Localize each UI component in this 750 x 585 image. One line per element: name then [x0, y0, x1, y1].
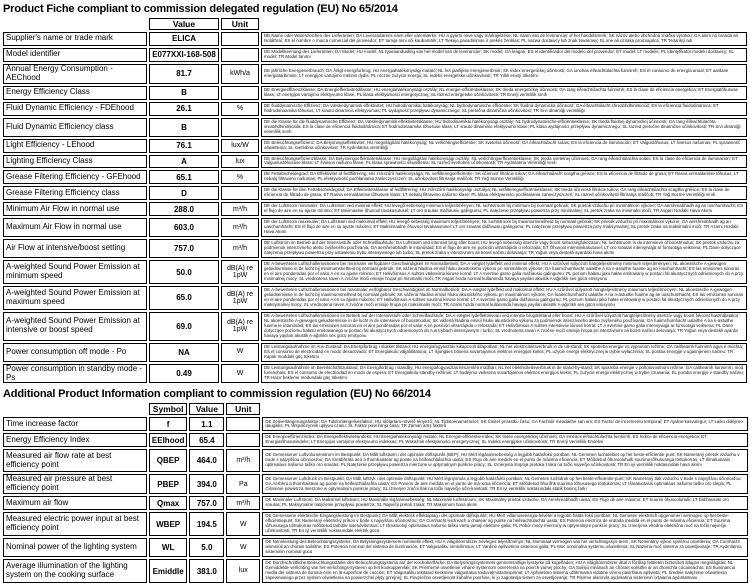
- table-row: [3, 343, 747, 362]
- multilingual-description: DE Leistungsaufnahme im Aus-Zustand; DA Energiforbrug i slukket tilstand; HU energiafogyasztás kikapcsolt állapotban; NL het elektriciteitsverbruik in de uit-stand; SK spotreba energie vo vypnutom režime; GA caitheamh fuinnimh agus é múchta; ES el consumo de electricidad en modo desactivado; ET Energiakulu väljalülitatuna; LT išjungties būsena suvartojamos elektros energijos kiekis; PL użycie energii elektrycznej w trybie wyłączenia; SL poraba energije v ugasnjenem načinu; TR Kapalı moddaki güç tüketimi: [261, 343, 747, 362]
- multilingual-description: DE Name oder Warenzeichen des Lieferanten; DA Leverandørens navn eller varemærke; HU a gyártó neve vagy márkajelzése; NL naam van de leverancier of het handelsmerk; SK názov alebo obchodná značka výrobcu; GA ainm nó branda an tsoláthraí; ES el nombre o marca comercial del proveedor; ET tarnija nimi või kaubamärk; LT Tiekėjo pavadinimas ir prekės ženklas; PL nazwa dostawcy lub znak towarowy; SL ime ali oznaka proizvajalca; TR Tedarikçi adı: [261, 32, 747, 46]
- parameter-unit: lux/W: [221, 139, 259, 153]
- parameter-unit: %: [221, 170, 259, 184]
- parameter-unit: [221, 86, 259, 100]
- column-header-unit: Unit: [221, 18, 259, 30]
- parameter-symbol: WBEP: [149, 512, 187, 536]
- table-row: [3, 139, 747, 153]
- parameter-symbol: PBEP: [149, 474, 187, 494]
- fiche-title: Product Fiche compliant to commission delegated regulation (EU) No 65/2014: [3, 3, 398, 15]
- parameter-label: Measured air flow rate at best efficiency point: [3, 449, 147, 472]
- parameter-label: A-weighted Sound Power Emission at maximum speed: [3, 286, 147, 310]
- parameter-value: D: [149, 186, 219, 200]
- product-fiche-table: [1, 16, 749, 385]
- multilingual-description: DE Maximaler Luftstrom; DA Maksimal luftstrøm; HU Maximális légáramsebesség; NL Maximale luchtstroom; SK Maximálny prietok vzduchu; GA Aershreabhadh uasta; ES Flujo de aire máximo; ET Suurim õhuvooluhulk; LT Didžiausias oro srautas; PL Maksymalne natężenie przepływu powietrza; SL Največji pretok zraka; TR Maksimum hava akımı: [262, 496, 748, 510]
- parameter-unit: Pa: [226, 474, 260, 494]
- header-spacer: [262, 403, 748, 415]
- header-spacer: [3, 18, 147, 30]
- table-row: [3, 364, 747, 384]
- parameter-label: Nominal power of the lighting system: [3, 538, 147, 557]
- parameter-value: B: [149, 118, 219, 137]
- parameter-label: Measured air pressure at best efficiency point: [3, 474, 147, 494]
- parameter-value: ELICA: [149, 32, 219, 46]
- header-spacer: [261, 18, 747, 30]
- parameter-unit: [221, 32, 259, 46]
- table-row: [3, 64, 747, 84]
- multilingual-description: DE fluiddynamische Effizienz; DA Væskedynamisk effektivitet; HU hidrodinamikai hatékonyság; NL hydrodynamische efficiëntie; SK fluidná dynamická účinnosť; GA éifeachtúlacht shreabhdhinimiciúil; ES la eficiencia fluidodinámica; ET hüdrodünaamika tõhusus; LT srauto dinaminis efektyvumas; PL wydajność przepływu dynamicznego; SL pretočna dinamična učinkovitost; TR Sıvı dinamiği verimliliği: [261, 102, 747, 116]
- parameter-label: Power consumption off mode - Po: [3, 343, 147, 362]
- parameter-label: Maximum Air Flow in normal use: [3, 218, 147, 237]
- table-row: [3, 118, 747, 137]
- parameter-value: 394.0: [189, 474, 224, 494]
- parameter-label: Time increase factor: [3, 417, 147, 431]
- parameter-unit: m³/h: [221, 218, 259, 237]
- parameter-label: Supplier's name or trade mark: [3, 32, 147, 46]
- multilingual-description: DE Modellkennung des Lieferanten; DA Model; HU model; NL typeaanduiding van het model van de leverancier; SK model; GA leagan; ES el identificador del modelo del proveedor; ET mudel; LT modelis; PL identyfikator modelu dostawcy; SL model; TR Model tanımı: [261, 48, 747, 62]
- parameter-value: 5.0: [189, 538, 224, 557]
- parameter-unit: W: [221, 343, 259, 362]
- multilingual-description: DE Fettabscheidegrad; DA Effektivitet af fedtfiltrering; HU zsírszűrő hatékonysága; NL vetfilteringsefficiëntie; SK účinnosť filtrácie tukov; GA éifeachtúlacht scagtha gréisce; ES la eficiencia de filtrado de grasa; ET Rasva eemaldamise tõhusus; LT riebalų filtravimo našumas; PL efektywność pochłaniania zanieczyszczeń; SL učinkovitost filtriranja maščob; TR Yağ Süzme Verimliliği: [261, 170, 747, 184]
- parameter-label: A-weighted Sound Power Emission at intensive or boost speed: [3, 312, 147, 341]
- parameter-value: E077XXI-168-508: [149, 48, 219, 62]
- additional-info-title: Additional Product Information compliant to commission regulation (EU) No 66/2014: [3, 388, 431, 401]
- parameter-unit: dB(A) re 1pW: [221, 312, 259, 341]
- parameter-label: Energy Efficiency Class: [3, 86, 147, 100]
- parameter-unit: [221, 48, 259, 62]
- additional-info-table: [1, 401, 750, 585]
- multilingual-description: DE Gemessene elektrische Eingangsleistung im Bestpunkt; DA Målt elektrisk effektoptag i det optimale driftspunkt; HU Mért villamosenergia-felvétel a legjobb hatás-fokú pontban; NL Gemeten elektrisch opgenomen vermogen op het beste-efficiëntiepunt; SK Nameraný elektrický príkon v bode s najvyššou účinnosťou; GA Cumhacht leictreach a chaitear ag pointe na héifeachtúlachta uasta; ES Potencia eléctrica de entrada medida en el punto de máxima eficiencia; ET Suurima tõhususega töötukorras mõõdetud tarbitav sisendvõimsus; LT Išmatuotoji optimalaus našumo taško varto-jamoji elektrinė galia; PL Pobór mocy mierzony w optymalnym punkcie pracy; SL Izmerjena vhodna električna moč na točki največje učinkovitosti; TR En iyi verimlilik noktasındaki elektrik gücü: [262, 512, 748, 536]
- multilingual-description: DE der Luftstrom minimaler; DA Luftstrøm ved minimal effekt; HU levegő sebesség minimum teljesítményen; NL luchtstroom bij minimum bij normaal gebruik; SK prietok vzduchu pri minimálnom výkone; GA aershreabhadh ag an íoschumhacht; ES el flujo de aire en su ajuste mínimo; ET Minimaalne õhuvool tavakasutusel; LT oro srautas mažiausiu galingumu; PL natężenie przepływu powietrza przy minimalnej; SL pretok zraka na minimalni moči; TR Asgari Hızdaki Hava Akımı: [261, 202, 747, 216]
- column-header-symbol: Symbol: [149, 403, 187, 415]
- table-row: [3, 496, 748, 510]
- parameter-label: Grease Filtering Efficiency - GFEhood: [3, 170, 147, 184]
- parameter-value: 0.49: [149, 364, 219, 384]
- table-row: [3, 239, 747, 258]
- parameter-unit: [226, 433, 260, 447]
- multilingual-description: DE die Klasse für die fluiddynamische Effizienz; DA Væskedynamisk effektivitetsklasse; HU hidrodinamikai hatékonysági osztály; NL hydrodynamische-efficiëntieklasse; SK trieda fluidnej dynamickej účinnosti; GA rang éifeachtúlachta sreabhdhinimiciúla; ES la clase de eficiencia fluidodinámica; ET hüdrodünaamika tõhususe klass; LT srauto dinaminio efektyvumo klasė; PL klasa wydajności przepływu dynamicznego; SL razred pretočne dinamične učinkovitosti; TR Sıvı dinamiği verimlilik sınıfı: [261, 118, 747, 137]
- parameter-value: 76.1: [149, 139, 219, 153]
- parameter-unit: dB(A) re 1pW: [221, 286, 259, 310]
- parameter-value: 65.1: [149, 170, 219, 184]
- parameter-unit: [226, 417, 260, 431]
- parameter-label: Model identifier: [3, 48, 147, 62]
- table-row: [3, 260, 747, 284]
- parameter-symbol: WL: [149, 538, 187, 557]
- table-row: [3, 417, 748, 431]
- table-row: [3, 86, 747, 100]
- parameter-value: 757.0: [189, 496, 224, 510]
- multilingual-description: DE Nennleistung des Beleuchtungssystems; DA Belysningssystemets nominelle effekt; HU A világítórendszer névleges teljesítménye; NL Nominaal vermogen van het verlichtingssys-teem; SK Nominálny výkon systému osvetlenia; GA Cumhacht ainmniúil an chórais soilsithe; ES Potencia nominal del sistema de iluminación; ET Valgusaliku nimivõimsus; LT Vardinė apšvietimo sistemos galia; PL Moc nominalna systemu oświetlenia; SL Nazivna moč sistema za osvetljevanje; TR Aydınlatma sisteminin nominal gücü: [262, 538, 748, 557]
- parameter-unit: W: [221, 364, 259, 384]
- multilingual-description: DE Energieeffizienzindex; DA Energieffektivitetsindeks; HU Energiahatékonysági mutató; NL Energie-efficiëntie-index; SK Index energetickej účinnosti; GA Innéacs éifeachtúlachta fuinnimh; ES Índice de eficiencia energética; ET Energiatõhususindeks; LT Energijos vartojimo efektyvumo indeksas; PL Wskaźnik efektywności energetycznej; SL Indeks energijske učinkovitosti; TR Enerji Verimlilik Endeksi: [262, 433, 748, 447]
- parameter-unit: W: [226, 538, 260, 557]
- column-header-value: Value: [149, 18, 219, 30]
- parameter-symbol: EEIhood: [149, 433, 187, 447]
- parameter-label: Measured electric power input at best efficiency point: [3, 512, 147, 536]
- parameter-symbol: f: [149, 417, 187, 431]
- table-row: [3, 433, 748, 447]
- parameter-unit: m³/h: [226, 496, 260, 510]
- column-header-value: Value: [189, 403, 224, 415]
- table-row: [3, 202, 747, 216]
- parameter-value: B: [149, 86, 219, 100]
- parameter-symbol: QBEP: [149, 449, 187, 472]
- parameter-label: Minimum Air Flow in normal use: [3, 202, 147, 216]
- parameter-label: A-weighted Sound Power Emission at minimum speed: [3, 260, 147, 284]
- table-row: [3, 48, 747, 62]
- parameter-label: Light Efficiency - LEhood: [3, 139, 147, 153]
- multilingual-description: DE Luftstrom im Betrieb auf der Intensivstufe oder Schnelllaufstufe; DA Luftstrøm ved intensivt brug eller boost; HU levegő sebesség intenzív vagy boost sebességfokozaton; NL luchtstroom in de intensieve of boostmodus; SK prietok vzduchu za podmienok intenzívneho alebo zvýšeného používania; GA aershreabhadh le intanúsáid; ES el flujo de aire en posición ultrarrápida o reforzada; ET Õhuvool intensiivkasutusel; LT oro srautas intensyviąja ar forsuotąja veiksena; PL Dane dotyczące natężenia przepływu powietrza przy ustawieniu trybu intensywnego lub turbo; SL pretok zraka v intenzivnem ali boost načinu delovanja; TR Yoğun veya destekli ayardaki hava akımı: [261, 239, 747, 258]
- parameter-label: Fluid Dynamic Efficiency class: [3, 118, 147, 137]
- parameter-label: Fluid Dynamic Efficiency - FDEhood: [3, 102, 147, 116]
- multilingual-description: DE A-bewerteten Luftschallemissionen bei maximaler verfügbarer Geschwindigkeit im Normalbetrieb; DA A-vægtet lydeffekt ved maksimal effekt; HU A szűrővel súlyozott hangteljesítmény maximum teljesítményen; NL akoestische A-gewogen geluidsemissie in de lucht bij maximumsnelheid bij normaal gebruik; SK vážená hladina emisií hluku akustického výkonu pri maximálnom výkone; GA fuaimchumhacht ualaithe A na n-astuithe fuaime ag an uaschumhacht; ES las emisiones sonoras en el aire ponderadas por el valor A en su ajuste máximo; ET Helivõimsus A suhtes suurima kiiruse korral; LT A svertinė garso galia didžiausiu galingumu; PL poziom hałasu jako hałas emitowany w postaci fal akustycznych odniesionych do A przy maksymalnej mocy; SL vrednotena raven A zvočne moči emisije hrupa pri maksimalni moči; TR Azami hızda normal kullanımda havaya yayılan akustik A-ağırlıklı ses gücü emisyonu: [261, 286, 747, 310]
- parameter-label: Maximum air flow: [3, 496, 147, 510]
- table-row: [3, 474, 748, 494]
- parameter-label: Lighting Efficiency Class: [3, 155, 147, 169]
- parameter-label: Power consumption in standby mode - Ps: [3, 364, 147, 384]
- multilingual-description: DE Beleuchtungseffizienzklasse; DA Belysningseffektivitetsklasse; HU megvilágítási hatékonysági osztály; NL verlichtingsefficiëntieklasse; SK trieda svetelnej účinnosti; GA rang éifeachtúlachta solais; ES la clase de eficiencia de iluminación; ET Valgustustõhususe klass; LT šviesos našumo klasė; PL klasa sprawności oświetlenia; SL razred svetlobne učinkovitosti; TR Aydınlatma Verimliliği sınıfı: [261, 155, 747, 169]
- parameter-unit: [221, 186, 259, 200]
- parameter-label: Air Flow at intensive/boost setting: [3, 239, 147, 258]
- parameter-value: 603.0: [149, 218, 219, 237]
- table-row: [3, 32, 747, 46]
- table-row: [3, 218, 747, 237]
- parameter-unit: lux: [226, 559, 260, 583]
- parameter-label: Average illumination of the lighting system on the cooking surface: [3, 559, 147, 583]
- parameter-value: A: [149, 155, 219, 169]
- parameter-unit: kWh/a: [221, 64, 259, 84]
- parameter-value: NA: [149, 343, 219, 362]
- parameter-unit: [221, 118, 259, 137]
- table-row: [3, 286, 747, 310]
- parameter-label: Annual Energy Consumption - AEChood: [3, 64, 147, 84]
- parameter-value: 81.7: [149, 64, 219, 84]
- multilingual-description: DE Leistungsaufnahme im Bereitschaftszustand; DA Energiforbrug i standby; HU energiafogyasztás készenléti módban; NL het elektriciteitsverbruik in de stand-by-stand; SK spotreba energie v pohotovostnom režime; GA caitheamh fuinnimh i mod fuireachais; ES el consumo de electricidad en modo de espera; ET Energiakulu standby-režiimis; LT budėjimo veiksena suvartojamos elektros energijos kiekis; PL zużycie energii elektrycznej w trybie czuwania; SL poraba energije v standby načinu; TR Hazır bekleme modundaki güç tüketimi: [261, 364, 747, 384]
- parameter-value: 65.4: [189, 433, 224, 447]
- parameter-unit: m³/h: [221, 239, 259, 258]
- parameter-label: Grease Filtering Efficiency class: [3, 186, 147, 200]
- parameter-value: 288.0: [149, 202, 219, 216]
- column-header-unit: Unit: [226, 403, 260, 415]
- parameter-label: Energy Efficiency Index: [3, 433, 147, 447]
- multilingual-description: DE A-bewerteten Luftschallemissionen im Betrieb auf der Intensivstufe oder Schnelllaufstufe; DA A-vægtet lydeffektniveau ved intensiv brugstilstand eller boost; HU A szűrővel súlyozott hangteljesítmény intenzív vagy boost fokozat használatakor; NL akoestische A-gewogen geluidsemissie in de lucht in de intensieve of boostmodus; SK vážená hladina emisií hluku akustického výkonu za podmienok intenzívneho alebo zvýšeného používania; GA fuaimchumhacht ualaithe A na n-astuithe fuaime le intanúsáid; ES las emisiones sonoras en el aire ponderadas por el valor A en posición ultrarrápida o reforzada; ET Helivõimsus A suhtes intensiivse kiiruse korral; LT A svertinė garso galia intensyviąja ar forsuotąja veiksena; PL Dane dotyczące poziomu hałasu emitowanego w postaci fal akustycznych odniesionych do A w trybach intensywnym i turbo; SL vrednotena raven A zvočne moči emisije hrupa pri intenzivnem ali boost načinu delovanja; TR Yoğun veya destekli ayarda havaya yayılan akustik A-ağırlıklı ses gücü emisyonu: [261, 312, 747, 341]
- parameter-value: 757.0: [149, 239, 219, 258]
- parameter-value: 50.0: [149, 260, 219, 284]
- table-row: [3, 538, 748, 557]
- parameter-unit: lux: [221, 155, 259, 169]
- parameter-value: 65.0: [149, 286, 219, 310]
- parameter-value: 69.0: [149, 312, 219, 341]
- multilingual-description: DE Durchschnittliche Beleuchtungsstärke des Beleuchtungssystems auf der Kochoberfläche; DA Belysningssystemets gennemsnitlige lysstyrke på kogefladen; HU A világítórendszer által a főzőlap felületén biztosított átlagos megvilágítás; NL Gemiddelde verlichting van het verlichtings-systeem op het kookoppervlak; SK Priemerné osvetlenie vrhané systémom osvet-lenia na povrch varnej plochy; GA Soilsiú meánach an chórais soilsithe ar an dromchla cócaireachta; ES Iluminancia media del sistema de ilumina-ción en la superficie de cocción; ET Valgusaliku tekitatud keskmine valgustatus toiduvalmistamispinnal; LT Apšvietimo sistema užtikrinama vidutinė virimo paviršiaus apšvieta; PL Średnie natężenie oświetlenia zapewnianego przez system oświetlenia na powierzchni płyty grzejnej; SL Povprečna osvetljenost kuhalne površine, ki jo zagotavlja sistem za osvetljevanje; TR Pişirme alanında aydınlatma sisteminin ortalama aydınlatması: [262, 559, 748, 583]
- multilingual-description: DE Zeitverlängerungsfaktor; DA Tidsforlængelsesfaktor; HU Időtartam-növelő tényező; NL Tijdstoenamefactor; SK Činiteľ prírastku času; GA Fachtóir méadaithe san am; ES Factor de incremento temporal; ET Ajaline kasvutegur; LT Laiko didėjimo daugiklis; PL Współczynnik upływu czasu; SL Faktor povečanja časa; TR Zaman artış faktörü: [262, 417, 748, 431]
- table-row: [3, 512, 748, 536]
- parameter-unit: %: [221, 102, 259, 116]
- parameter-value: 26.1: [149, 102, 219, 116]
- parameter-value: 1.1: [189, 417, 224, 431]
- parameter-value: 464.0: [189, 449, 224, 472]
- multilingual-description: DE Energieeffizienzklasse; DA Energieffektivitetsklasse; HU energiahatékonysági osztály; NL energie-efficiëntieklasse; SK trieda energetickej účinnosti; GA rang éifeachtúlachta fuinnimh; ES la clase de eficiencia energética; ET Energiatõhususe klass; LT energijos vartojimo efektyvumo klasė; PL klasa efektywności energetycznej; SL razred energetske učinkovitosti; TR Enerji verimlilik sınıfı: [261, 86, 747, 100]
- table-row: [3, 559, 748, 583]
- multilingual-description: DE die Klasse für den Fettabscheidegrad; DA Effektivitetsklasse af fedtfiltrering; HU zsírszűrő hatékonysági osztálya; NL vetfilteringsefficiëntieklasse; SK trieda účinnosti filtrácie tukov; GA rang éifeachtúlachta scagtha gréisce; ES la clase de eficiencia de filtrado de grasa; ET Rasva eemaldamise tõhususe klass; LT riebalų filtravimo našumo klasė; PL klasa efektywności pochłaniania zanieczyszczeń; SL razred učinkovitosti filtriranja maščob; TR Yağ Süzme Verimliliği sınıfı: [261, 186, 747, 200]
- table-row: [3, 170, 747, 184]
- table-row: [3, 312, 747, 341]
- table-row: [3, 186, 747, 200]
- parameter-value: 381.0: [189, 559, 224, 583]
- table-row: [3, 449, 748, 472]
- parameter-unit: W: [226, 512, 260, 536]
- header-spacer: [3, 403, 147, 415]
- multilingual-description: DE Gemessener Luftdruck im Bestpunkt; DA Målt lufttryk i det optimale driftspunkt; HU Mért légnyomás a legjobb hatásfokú pontban; NL Gemeten luchtdruk op het beste-efficiëntie-punt; SK Nameraný tlak vzduchu v bode s najvyššou účinnosťou; GA Aerbhrú a thomhaistear ag pointe na héifeachtúlachta uasta; ES Presión de aire medida en el punto de má-xima eficiencia; ET Mõõdetud õhurõhk suurima tõhususega töötukorras; LT Išmatuotasis optimalaus našumo taško oro slėgis; PL Ciśnienie powietrza mierzone w optymalnym punkcie pracy; SL Izmerjen zračni tlak na točki največje učin-kovitosti; TR En iyi verimlilik noktasındaki statik basınç farkı: [262, 474, 748, 494]
- multilingual-description: DE Beleuchtungseffizienz; DA Belysningseffektivitet; HU megvilágítási hatékonyság; NL verlichtingsefficiëntie; SK svetelná účinnosť; GA éifeachtúlacht solais; ES la eficiencia de iluminación; ET Valgustõhusus; LT šviesos našumas; PL sprawność oświetlenia; SL svetlobna učinkovitost; TR Aydınlatma verimliliği: [261, 139, 747, 153]
- table-row: [3, 155, 747, 169]
- parameter-symbol: Emiddle: [149, 559, 187, 583]
- multilingual-description: DE Gemessener Luftvolumenstrom im Bestpunkt; DA Målt luftstrøm i det optimale driftspunkt (BEP); HU Mért légáramsebesség a legjobb hatásfokú pontban; NL Gemeten luchtdebiet op het beste-efficiëntie-punt; SK Nameraný prietok vzduchu v bode s najvyššou účinnosťou; GA Sreabhráta aeir a thomhaistear ag pointe na héifeachtúlachta uasta; ES Flujo de aire medido en el punto de máxima eficiencia; ET Mõõdetud õhuvooluhulk suurima tõhususega töötukorras; LT Išmatuotasis optimalaus našumo taško oro srautas; PL Natężenie przepływu powietrza mierzone w optymalnym punkcie pracy; SL Izmerjena stopnja pretoka zraka na točki največje učinkovitosti; TR En iyi verimlilik noktasındaki hava akımı: [262, 449, 748, 472]
- parameter-value: 194.5: [189, 512, 224, 536]
- parameter-symbol: Qmax: [149, 496, 187, 510]
- multilingual-description: DE der Luftstrom maximaler; DA Luftstrøm ved maksimal effekt; HU levegő sebesség maximum teljesítményen; NL luchtstroom bij maximumsnelheid bij normaal gebruik; SK prietok vzduchu pri maximálnom výkone; GA aershreabhadh ag an uaschumhacht; ES el flujo de aire en su ajuste máximo; ET Maksimaalne õhuvool tavakasutusel; LT oro srautas didžiausiu galingumu; PL natężenie przepływu powietrza przy maksymalnej; SL pretok zraka na maksimalni moči; TR Azami Hızdaki Hava Akımı: [261, 218, 747, 237]
- parameter-unit: dB(A) re 1pW: [221, 260, 259, 284]
- multilingual-description: DE jährliche Energieverbrauch; DA Årligt energiforbrug; HU energiahatékonysági mutató; NL het jaarlijkse energieverbruik; SK index energetickej účinnosti; GA ionchas éifeachtúlachta fuinnimh; ES el consumo de energía anual; ET aastane energiatarbimine; LT energijos vartojimo metinis dydis; PL roczne zużycie energii; SL indeks energetske učinkovitosti; TR Yıllık enerji tüketimi: [261, 64, 747, 84]
- table-row: [3, 102, 747, 116]
- parameter-unit: m³/h: [226, 449, 260, 472]
- multilingual-description: DE A-bewerteten Luftschallemissionen bei minimaler verfügbarer Geschwindigkeit im Normalbetrieb; DA A-vægtet lydeffekt ved minimal effekt; HU A szűrővel súlyozott hangteljesítmény minimum teljesítményen; NL akoestische A-gewogen geluidsemissie in de lucht bij minimumsnelheid bij normaal gebruik; SK vážená hladina emisií hluku akustického výkonu pri minimálnom výkone; GA fuaimchumhacht ualaithe A na n-astuithe fuaime ag an íoschumhacht; ES las emisiones sonoras en el aire ponderadas por el valor A en su ajuste mínimo; ET Helivõimsus A suhtes väikseima kiiruse korral; LT A svertinė garso galia mažiausiu galingumu; PL poziom hałasu jako hałas emitowany w postaci fal akustycznych odniesionych do A przy minimalnej mocy; SL vrednotena raven A zvočne moči emisije hrupa pri minimalni moči; TR Asgari hızda normal kullanımda havaya yayılan akustik A-ağırlıklı ses gücü emisyonu: [261, 260, 747, 284]
- parameter-unit: m³/h: [221, 202, 259, 216]
